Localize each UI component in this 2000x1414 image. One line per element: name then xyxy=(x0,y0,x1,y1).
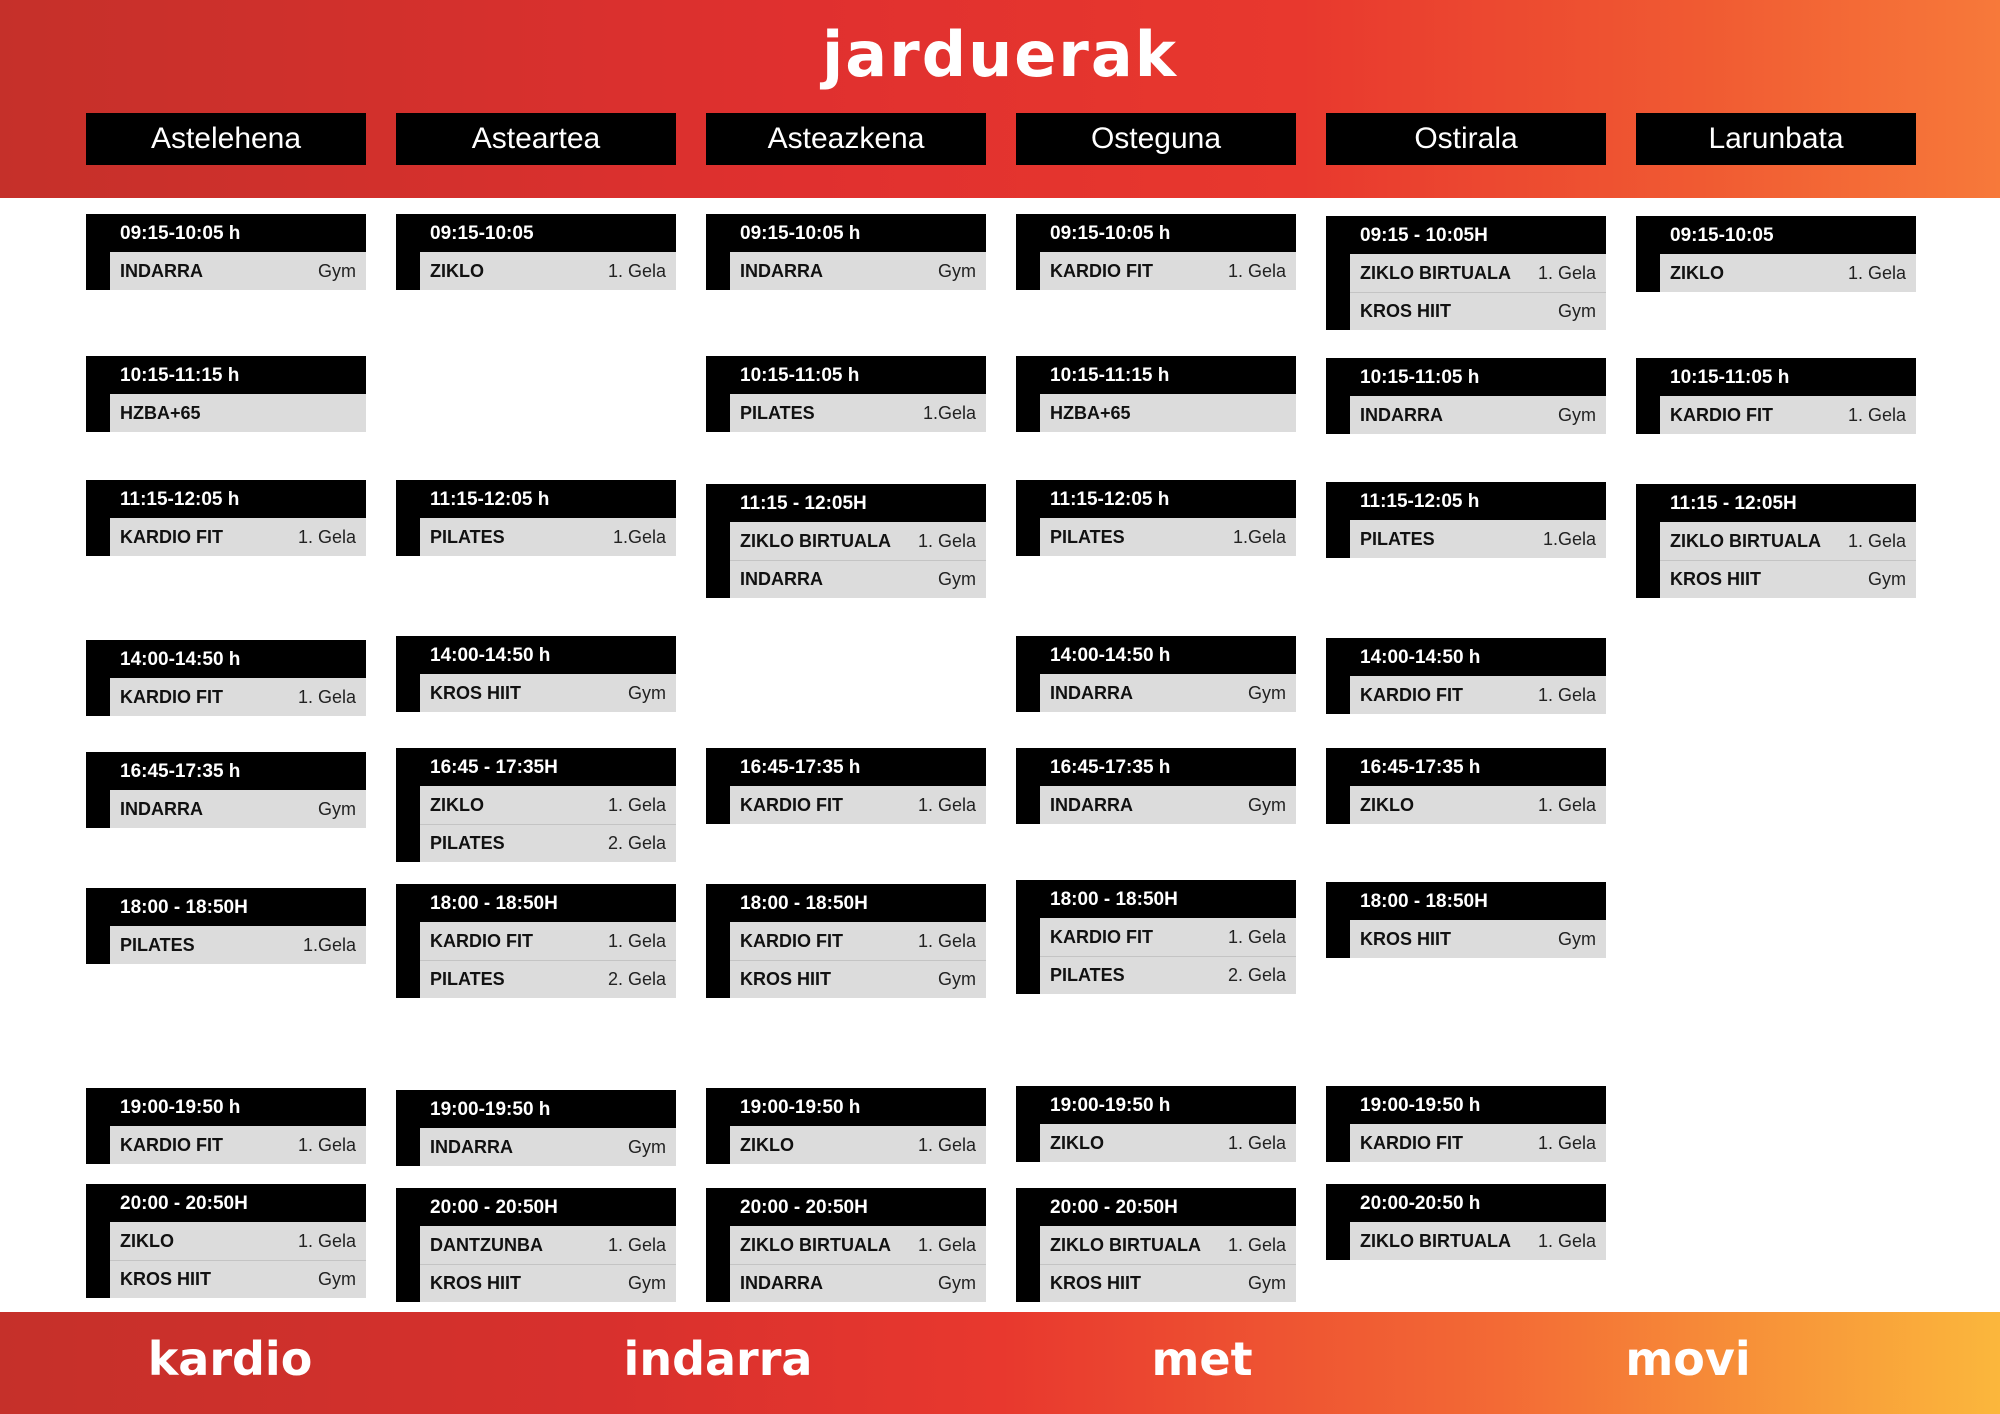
class-row xyxy=(730,560,986,598)
activity-name: INDARRA xyxy=(1360,404,1443,425)
brand-movi: movi xyxy=(1625,1332,1751,1386)
room-name: 1. Gela xyxy=(1847,262,1906,283)
class-row xyxy=(420,960,676,998)
class-row xyxy=(420,1264,676,1302)
slot-time: 16:45-17:35 h xyxy=(1326,748,1606,786)
activity-name: INDARRA xyxy=(120,260,203,281)
class-slot xyxy=(1326,882,1606,958)
class-slot xyxy=(1326,1184,1606,1260)
class-slot xyxy=(1016,636,1296,712)
room-name: Gym xyxy=(1248,1273,1286,1293)
class-slot xyxy=(706,1088,986,1164)
class-slot xyxy=(1016,480,1296,556)
activity-name: PILATES xyxy=(430,969,505,989)
class-row xyxy=(1040,1226,1296,1264)
class-row xyxy=(110,252,366,290)
room-name: 2. Gela xyxy=(607,833,666,853)
room-name: 2. Gela xyxy=(607,969,666,989)
class-slot xyxy=(1636,484,1916,598)
room-name: 1. Gela xyxy=(1227,1132,1286,1153)
room-name: Gym xyxy=(1248,682,1286,703)
slot-time: 09:15-10:05 h xyxy=(706,214,986,252)
slot-time: 19:00-19:50 h xyxy=(1326,1086,1606,1124)
room-name: Gym xyxy=(1558,301,1596,321)
class-row xyxy=(110,926,366,964)
class-row xyxy=(1660,396,1916,434)
room-name: 1.Gela xyxy=(612,526,666,547)
class-slot xyxy=(86,214,366,290)
activity-name: ZIKLO BIRTUALA xyxy=(740,530,891,551)
room-name: 1. Gela xyxy=(917,794,976,815)
class-row xyxy=(1350,254,1606,292)
room-name: Gym xyxy=(628,1273,666,1293)
day-header-larunbata: Larunbata xyxy=(1636,113,1916,165)
class-row xyxy=(420,786,676,824)
brand-met: met xyxy=(1151,1332,1253,1386)
class-row xyxy=(1660,254,1916,292)
class-slot xyxy=(396,748,676,862)
room-name: 1. Gela xyxy=(1227,1234,1286,1255)
class-row xyxy=(730,252,986,290)
slot-time: 10:15-11:05 h xyxy=(706,356,986,394)
slot-time: 14:00-14:50 h xyxy=(1326,638,1606,676)
slot-time: 18:00 - 18:50H xyxy=(706,884,986,922)
activity-name: HZBA+65 xyxy=(120,402,201,423)
class-slot xyxy=(1636,216,1916,292)
slot-time: 18:00 - 18:50H xyxy=(1016,880,1296,918)
slot-time: 20:00 - 20:50H xyxy=(396,1188,676,1226)
slot-time: 11:15-12:05 h xyxy=(86,480,366,518)
slot-time: 10:15-11:15 h xyxy=(86,356,366,394)
slot-time: 20:00-20:50 h xyxy=(1326,1184,1606,1222)
class-row xyxy=(110,790,366,828)
activity-name: PILATES xyxy=(430,526,505,547)
slot-time: 09:15-10:05 h xyxy=(1016,214,1296,252)
class-row xyxy=(730,786,986,824)
slot-time: 16:45-17:35 h xyxy=(86,752,366,790)
activity-name: HZBA+65 xyxy=(1050,402,1131,423)
activity-name: ZIKLO BIRTUALA xyxy=(1050,1234,1201,1255)
class-slot xyxy=(396,636,676,712)
slot-time: 11:15-12:05 h xyxy=(396,480,676,518)
activity-name: INDARRA xyxy=(740,260,823,281)
activity-name: KROS HIIT xyxy=(1670,569,1762,589)
class-slot xyxy=(1326,216,1606,330)
footer-banner xyxy=(0,1312,2000,1414)
class-slot xyxy=(86,1088,366,1164)
room-name: 1. Gela xyxy=(1227,260,1286,281)
class-slot xyxy=(1326,482,1606,558)
slot-time: 19:00-19:50 h xyxy=(86,1088,366,1126)
activity-name: INDARRA xyxy=(740,1273,823,1293)
class-row xyxy=(730,960,986,998)
day-header-osteguna: Osteguna xyxy=(1016,113,1296,165)
activity-name: ZIKLO xyxy=(120,1230,174,1251)
class-slot xyxy=(706,884,986,998)
slot-time: 20:00 - 20:50H xyxy=(706,1188,986,1226)
room-name: Gym xyxy=(318,1269,356,1289)
activity-name: KROS HIIT xyxy=(120,1269,212,1289)
room-name: Gym xyxy=(938,260,976,281)
class-row xyxy=(1350,396,1606,434)
class-row xyxy=(1660,560,1916,598)
slot-time: 18:00 - 18:50H xyxy=(1326,882,1606,920)
class-row xyxy=(420,922,676,960)
room-name: 1.Gela xyxy=(1232,526,1286,547)
room-name: Gym xyxy=(1868,569,1906,589)
activity-name: KARDIO FIT xyxy=(740,794,843,815)
room-name: 1. Gela xyxy=(607,1234,666,1255)
activity-name: DANTZUNBA xyxy=(430,1234,543,1255)
activity-name: KROS HIIT xyxy=(1050,1273,1142,1293)
room-name: 1. Gela xyxy=(607,260,666,281)
room-name: Gym xyxy=(1248,794,1286,815)
activity-name: ZIKLO xyxy=(430,260,484,281)
room-name: Gym xyxy=(318,260,356,281)
activity-name: KROS HIIT xyxy=(430,1273,522,1293)
slot-time: 14:00-14:50 h xyxy=(1016,636,1296,674)
room-name: 1. Gela xyxy=(297,1230,356,1251)
class-row xyxy=(110,678,366,716)
activity-name: KARDIO FIT xyxy=(1050,926,1153,947)
activity-name: KARDIO FIT xyxy=(1360,684,1463,705)
slot-time: 09:15-10:05 xyxy=(396,214,676,252)
activity-name: KARDIO FIT xyxy=(430,930,533,951)
class-slot xyxy=(396,1188,676,1302)
class-slot xyxy=(86,752,366,828)
class-row xyxy=(1350,1222,1606,1260)
room-name: Gym xyxy=(628,1136,666,1157)
class-slot xyxy=(1016,880,1296,994)
class-slot xyxy=(86,1184,366,1298)
class-slot xyxy=(1016,214,1296,290)
room-name: 1. Gela xyxy=(297,526,356,547)
room-name: 1. Gela xyxy=(1537,684,1596,705)
class-row xyxy=(1040,918,1296,956)
class-row xyxy=(730,1264,986,1302)
room-name: 1.Gela xyxy=(302,934,356,955)
class-slot xyxy=(1326,638,1606,714)
class-row xyxy=(1350,1124,1606,1162)
room-name: 1. Gela xyxy=(917,530,976,551)
class-row xyxy=(730,1226,986,1264)
room-name: Gym xyxy=(318,798,356,819)
room-name: 1.Gela xyxy=(1542,528,1596,549)
brand-kardio: kardio xyxy=(147,1332,313,1386)
room-name: 1. Gela xyxy=(1537,794,1596,815)
activity-name: ZIKLO BIRTUALA xyxy=(740,1234,891,1255)
activity-name: INDARRA xyxy=(430,1136,513,1157)
activity-name: ZIKLO xyxy=(1050,1132,1104,1153)
class-slot xyxy=(86,356,366,432)
room-name: Gym xyxy=(938,1273,976,1293)
day-header-asteartea: Asteartea xyxy=(396,113,676,165)
class-slot xyxy=(706,484,986,598)
slot-time: 19:00-19:50 h xyxy=(1016,1086,1296,1124)
class-row xyxy=(1350,920,1606,958)
room-name: 1. Gela xyxy=(1847,404,1906,425)
activity-name: KARDIO FIT xyxy=(120,686,223,707)
class-row xyxy=(1040,956,1296,994)
class-row xyxy=(1040,674,1296,712)
room-name: Gym xyxy=(938,969,976,989)
class-slot xyxy=(1016,356,1296,432)
activity-name: KARDIO FIT xyxy=(740,930,843,951)
activity-name: KROS HIIT xyxy=(740,969,832,989)
slot-time: 11:15 - 12:05H xyxy=(1636,484,1916,522)
activity-name: KARDIO FIT xyxy=(1360,1132,1463,1153)
slot-time: 10:15-11:05 h xyxy=(1326,358,1606,396)
brand-indarra: indarra xyxy=(623,1332,813,1386)
slot-time: 11:15-12:05 h xyxy=(1326,482,1606,520)
slot-time: 20:00 - 20:50H xyxy=(1016,1188,1296,1226)
class-slot xyxy=(86,480,366,556)
room-name: 1. Gela xyxy=(1537,1132,1596,1153)
class-row xyxy=(1350,786,1606,824)
room-name: 1. Gela xyxy=(917,1134,976,1155)
room-name: 1. Gela xyxy=(607,794,666,815)
class-row xyxy=(1350,676,1606,714)
class-slot xyxy=(86,640,366,716)
slot-time: 18:00 - 18:50H xyxy=(396,884,676,922)
class-row xyxy=(1350,292,1606,330)
slot-time: 20:00 - 20:50H xyxy=(86,1184,366,1222)
activity-name: KROS HIIT xyxy=(430,682,522,703)
slot-time: 14:00-14:50 h xyxy=(86,640,366,678)
class-slot xyxy=(396,480,676,556)
slot-time: 18:00 - 18:50H xyxy=(86,888,366,926)
class-row xyxy=(420,824,676,862)
activity-name: ZIKLO xyxy=(1670,262,1724,283)
activity-name: ZIKLO xyxy=(1360,794,1414,815)
room-name: Gym xyxy=(938,569,976,589)
class-row xyxy=(1040,786,1296,824)
activity-name: PILATES xyxy=(740,402,815,423)
room-name: 1. Gela xyxy=(607,930,666,951)
day-header-asteazkena: Asteazkena xyxy=(706,113,986,165)
room-name: Gym xyxy=(1558,928,1596,949)
room-name: 1. Gela xyxy=(1227,926,1286,947)
room-name: 1. Gela xyxy=(1537,1230,1596,1251)
class-row xyxy=(420,1128,676,1166)
slot-time: 16:45-17:35 h xyxy=(706,748,986,786)
slot-time: 10:15-11:05 h xyxy=(1636,358,1916,396)
activity-name: KARDIO FIT xyxy=(1670,404,1773,425)
room-name: Gym xyxy=(628,682,666,703)
class-row xyxy=(110,1260,366,1298)
slot-time: 11:15-12:05 h xyxy=(1016,480,1296,518)
class-slot xyxy=(706,356,986,432)
slot-time: 16:45 - 17:35H xyxy=(396,748,676,786)
slot-time: 19:00-19:50 h xyxy=(396,1090,676,1128)
class-row xyxy=(1040,394,1296,432)
activity-name: PILATES xyxy=(1050,965,1125,985)
slot-time: 09:15-10:05 h xyxy=(86,214,366,252)
activity-name: ZIKLO xyxy=(430,794,484,815)
activity-name: KARDIO FIT xyxy=(120,1134,223,1155)
class-row xyxy=(420,518,676,556)
class-slot xyxy=(86,888,366,964)
room-name: 1. Gela xyxy=(297,686,356,707)
class-row xyxy=(730,522,986,560)
room-name: 1. Gela xyxy=(1537,262,1596,283)
slot-time: 10:15-11:15 h xyxy=(1016,356,1296,394)
class-slot xyxy=(706,748,986,824)
day-header-astelehena: Astelehena xyxy=(86,113,366,165)
room-name: 1. Gela xyxy=(1847,530,1906,551)
class-row xyxy=(110,1126,366,1164)
slot-time: 09:15 - 10:05H xyxy=(1326,216,1606,254)
class-slot xyxy=(1016,1086,1296,1162)
class-row xyxy=(730,1126,986,1164)
class-slot xyxy=(706,1188,986,1302)
activity-name: ZIKLO BIRTUALA xyxy=(1360,1230,1511,1251)
activity-name: PILATES xyxy=(430,833,505,853)
class-row xyxy=(110,1222,366,1260)
slot-time: 19:00-19:50 h xyxy=(706,1088,986,1126)
class-slot xyxy=(1636,358,1916,434)
class-row xyxy=(1660,522,1916,560)
room-name: 1. Gela xyxy=(917,930,976,951)
activity-name: KARDIO FIT xyxy=(1050,260,1153,281)
class-row xyxy=(1040,518,1296,556)
slot-time: 11:15 - 12:05H xyxy=(706,484,986,522)
room-name: 1.Gela xyxy=(922,402,976,423)
activity-name: ZIKLO xyxy=(740,1134,794,1155)
class-row xyxy=(730,922,986,960)
class-slot xyxy=(706,214,986,290)
slot-time: 09:15-10:05 xyxy=(1636,216,1916,254)
class-slot xyxy=(1016,1188,1296,1302)
class-slot xyxy=(1326,1086,1606,1162)
class-row xyxy=(420,252,676,290)
activity-name: KARDIO FIT xyxy=(120,526,223,547)
header-banner xyxy=(0,0,2000,198)
class-row xyxy=(730,394,986,432)
class-row xyxy=(420,674,676,712)
room-name: 2. Gela xyxy=(1227,965,1286,985)
class-row xyxy=(1350,520,1606,558)
activity-name: INDARRA xyxy=(740,569,823,589)
activity-name: KROS HIIT xyxy=(1360,301,1452,321)
class-slot xyxy=(1326,748,1606,824)
activity-name: PILATES xyxy=(120,934,195,955)
slot-time: 16:45-17:35 h xyxy=(1016,748,1296,786)
class-row xyxy=(1040,252,1296,290)
class-slot xyxy=(396,884,676,998)
room-name: Gym xyxy=(1558,404,1596,425)
day-header-ostirala: Ostirala xyxy=(1326,113,1606,165)
class-slot xyxy=(1016,748,1296,824)
activity-name: PILATES xyxy=(1050,526,1125,547)
slot-time: 14:00-14:50 h xyxy=(396,636,676,674)
activity-name: KROS HIIT xyxy=(1360,928,1452,949)
class-row xyxy=(110,394,366,432)
activity-name: PILATES xyxy=(1360,528,1435,549)
activity-name: ZIKLO BIRTUALA xyxy=(1670,530,1821,551)
class-row xyxy=(1040,1124,1296,1162)
activity-name: INDARRA xyxy=(120,798,203,819)
activity-name: INDARRA xyxy=(1050,682,1133,703)
activity-name: INDARRA xyxy=(1050,794,1133,815)
room-name: 1. Gela xyxy=(297,1134,356,1155)
class-row xyxy=(420,1226,676,1264)
class-row xyxy=(1040,1264,1296,1302)
room-name: 1. Gela xyxy=(917,1234,976,1255)
page-title: jarduerak xyxy=(822,18,1178,91)
class-row xyxy=(110,518,366,556)
class-slot xyxy=(1326,358,1606,434)
activity-name: ZIKLO BIRTUALA xyxy=(1360,262,1511,283)
class-slot xyxy=(396,214,676,290)
class-slot xyxy=(396,1090,676,1166)
